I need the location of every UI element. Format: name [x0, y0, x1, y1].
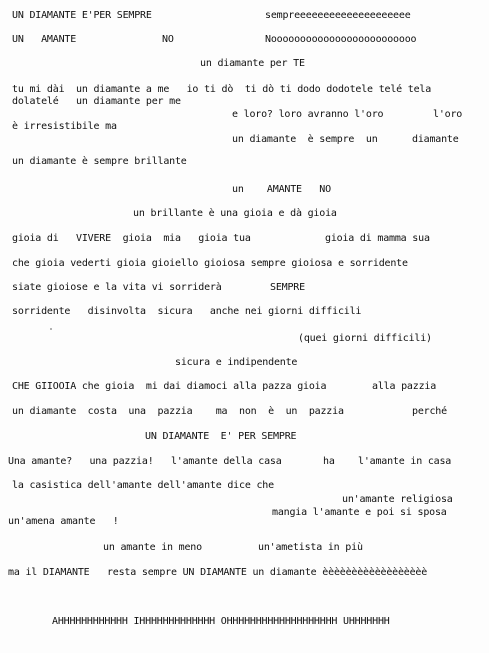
poem-line-una-gioia: un brillante è una gioia e dà gioia — [133, 208, 337, 219]
poem-line-title: UN DIAMANTE E'PER SEMPRE — [12, 10, 152, 21]
poem-line-gioia-di-vivere: gioia di VIVERE gioia mia gioia tua — [12, 233, 251, 244]
poem-line-resta-sempre: ma il DIAMANTE resta sempre UN DIAMANTE un diamante èèèèèèèèèèèèèèèèèè — [8, 567, 428, 578]
poem-line-costa-pazzia: un diamante costa una pazzia ma non è un pazzia — [12, 406, 344, 417]
poem-line-in-meno: un amante in meno — [103, 542, 202, 553]
poem-line-e-loro: e loro? loro avranno l'oro — [232, 109, 384, 120]
poem-line-brillante: un diamante è sempre brillante — [12, 156, 187, 167]
poem-line-gioia-mamma: gioia di mamma sua — [325, 233, 430, 244]
poem-line-diamante: diamante — [412, 134, 459, 145]
poem-line-una-amante: Una amante? una pazzia! l'amante della casa — [8, 456, 282, 467]
poem-line-no: NO — [162, 34, 174, 45]
poem-line-dolatele: dolatelé un diamante per me — [12, 96, 181, 107]
poem-line-quei-giorni: (quei giorni difficili) — [298, 333, 432, 344]
poem-line-tu-mi-dai: tu mi dài un diamante a me io ti dò ti dò ti dodo dodotele telé tela — [12, 84, 432, 95]
poem-line-ametista: un'ametista in più — [258, 542, 363, 553]
poem-line-sempre: sempreeeeeeeeeeeeeeeeeeee — [265, 10, 411, 21]
poem-line-che-giiooia: CHE GIIOOIA che gioia mi dai diamoci alla pazza gioia — [12, 381, 327, 392]
poem-line-sorridente: sorridente disinvolta sicura anche nei giorni difficili — [12, 306, 362, 317]
poem-line-per-sempre: UN DIAMANTE E' PER SEMPRE — [145, 431, 297, 442]
poem-line-indipendente: sicura e indipendente — [175, 357, 298, 368]
poem-line-alla-pazzia: alla pazzia — [372, 381, 437, 392]
poem-line-nooo: Nooooooooooooooooooooooooo — [265, 34, 417, 45]
poem-line-per-te: un diamante per TE — [200, 58, 305, 69]
poem-line-ha: ha — [323, 456, 335, 467]
poem-line-mangia: mangia l'amante e poi si sposa — [272, 507, 447, 518]
poem-line-irresistibile: è irresistibile ma — [12, 121, 117, 132]
poem-line-loro: l'oro — [433, 109, 463, 120]
poem-line-casistica: la casistica dell'amante dell'amante dice che — [12, 480, 274, 491]
poem-line-un-amante-no: un AMANTE NO — [232, 184, 331, 195]
poem-line-vederti: che gioia vederti gioia gioiello gioiosa sempre gioiosa e sorridente — [12, 258, 408, 269]
poem-line-vowels: AHHHHHHHHHHHH IHHHHHHHHHHHHH OHHHHHHHHHHHHHHHHHHH UHHHHHHH — [52, 616, 390, 627]
poem-line-un-amante: UN AMANTE — [12, 34, 77, 45]
poem-line-perche: perché — [412, 406, 447, 417]
poem-line-siate-gioiose: siate gioiose e la vita vi sorriderà — [12, 282, 222, 293]
poem-line-amena: un'amena amante ! — [8, 516, 119, 527]
poem-line-sempre-un: un diamante è sempre un — [232, 134, 378, 145]
paper-speck — [50, 328, 52, 330]
poem-line-religiosa: un'amante religiosa — [342, 494, 453, 505]
poem-line-amante-in-casa: l'amante in casa — [358, 456, 452, 467]
poem-line-sempre-caps: SEMPRE — [270, 282, 305, 293]
